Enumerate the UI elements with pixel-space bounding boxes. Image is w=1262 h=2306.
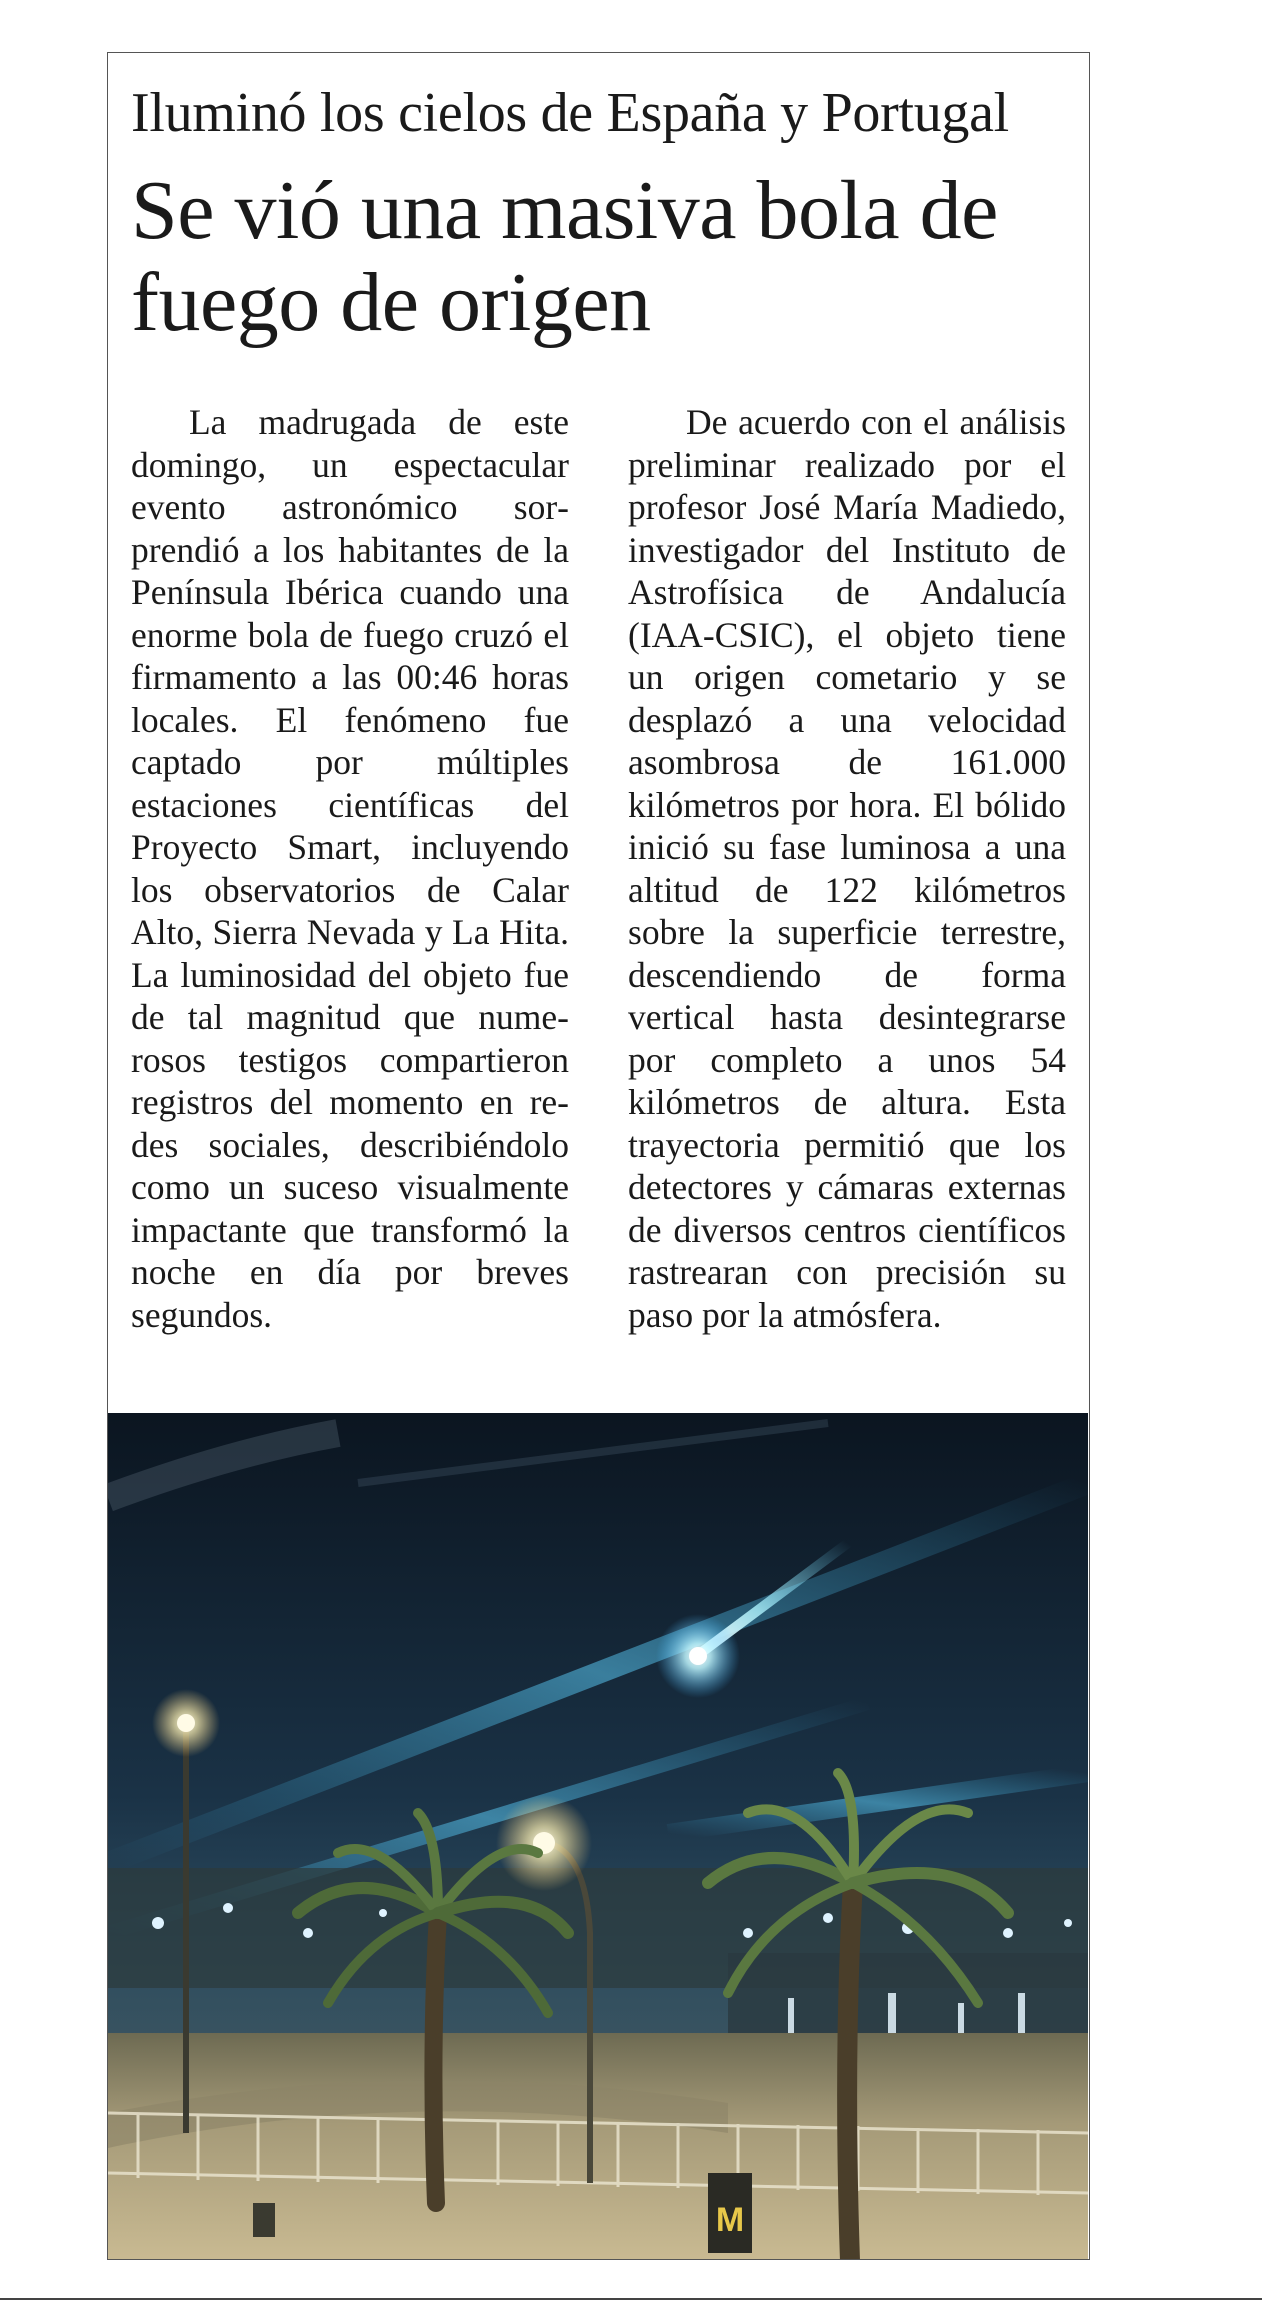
column-right-text: De acuerdo con el análisis preliminar realizado por el profesor José María Madiedo, investigador del Instituto de Astrofísica de Andalucía (IAA-CSIC), el objeto tiene un origen cometario y se desplazó a una velocidad asombrosa de 161.000 kilómetros por hora. El bólido inició su fase luminosa a una altitud de 122 kilómetros sobre la superficie terrestre, descendiendo de forma vertical hasta desintegrarse por completo a unos 54 kilómetros de altura. Esta trayectoria permitió que los detectores y cámaras externas de diversos centros científicos rastrearan con precisión su paso por la atmósfera. bbox=[628, 402, 1066, 1335]
article-column-right bbox=[628, 401, 1066, 1336]
page-bottom-rule bbox=[0, 2298, 1262, 2300]
article-headline: Se vió una masiva bola de fuego de origen bbox=[131, 164, 998, 349]
article-kicker: Iluminó los cielos de España y Portugal bbox=[131, 82, 1009, 144]
fireball-photo bbox=[108, 1413, 1088, 2260]
trash-bin bbox=[253, 2203, 275, 2237]
article-column-left bbox=[131, 401, 569, 1336]
streetlight-bulb bbox=[177, 1714, 195, 1732]
meteor-head bbox=[689, 1647, 707, 1665]
column-left-text: La madrugada de este domingo, un espectacular evento astronómico sorprendió a los habitantes de la Península Ibérica cuando una enorme bola de fuego cruzó el firmamento a las 00:46 horas locales. El fenómeno fue captado por múltiples estaciones científicas del Proyecto Smart, incluyendo los observatorios de Calar Alto, Sierra Nevada y La Hita. La luminosidad del objeto fue de tal magnitud que numerosos testigos compartieron registros del momento en redes sociales, describiéndolo como un suceso visualmente impactante que transformó la noche en día por breves segundos. bbox=[131, 402, 569, 1335]
roadside-sign-letter: M bbox=[715, 2201, 745, 2239]
article-box bbox=[107, 52, 1090, 2260]
